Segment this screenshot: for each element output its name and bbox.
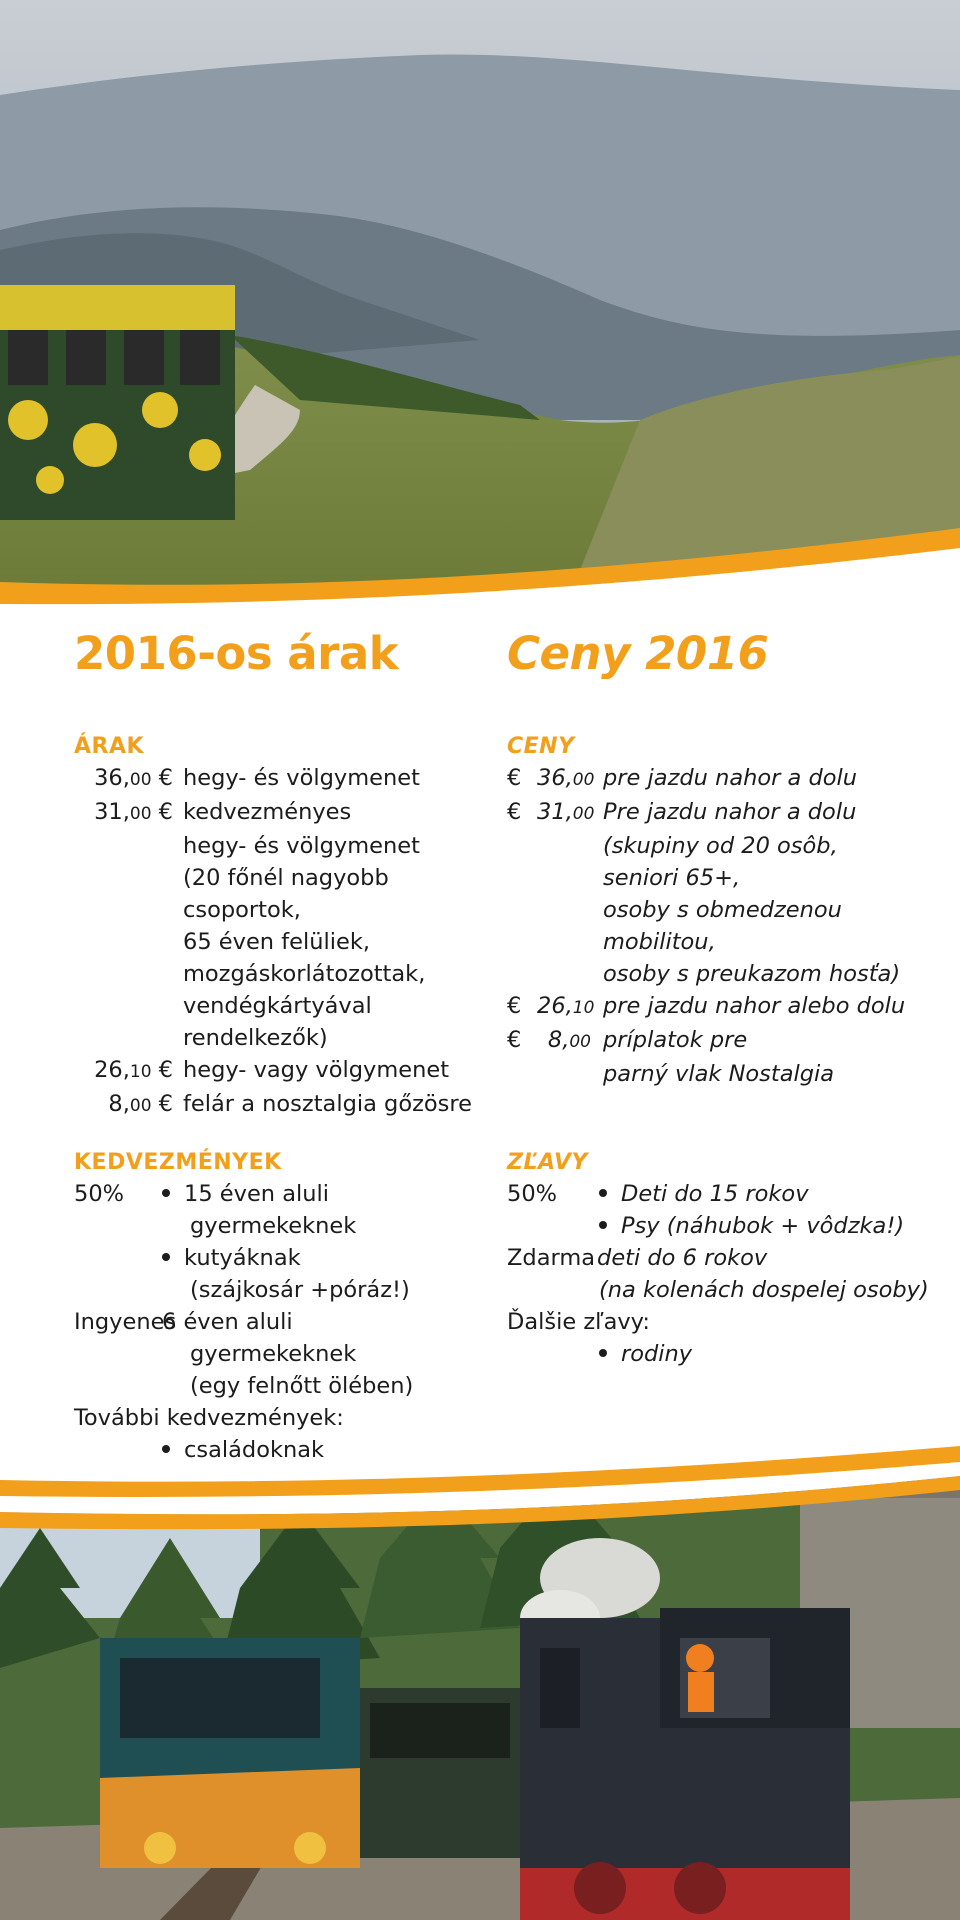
hu-discounts-heading: KEDVEZMÉNYEK: [74, 1150, 282, 1175]
hu-price-item-2: 31,00 € kedvezményes hegy- és völgymenet (20 főnél nagyobb csoportok, 65 éven felüliek, mozgáskorlátozottak, vendégkártyával rendelkezők): [94, 799, 426, 1051]
hu-discount-50: 50% 15 éven aluli gyermekeknek kutyáknak (szájkosár +póráz!): [74, 1181, 410, 1303]
bullet-icon: [599, 1221, 607, 1229]
sk-discounts-heading: ZĽAVY: [507, 1150, 588, 1175]
photo-trains-forest: [0, 1468, 960, 1920]
sk-title: Ceny 2016: [507, 627, 769, 680]
sk-discount-50: 50% Deti do 15 rokov Psy (náhubok + vôdzka!): [507, 1181, 905, 1239]
hu-price-item-4: 8,00 € felár a nosztalgia gőzösre: [108, 1091, 472, 1117]
bullet-icon: [162, 1189, 170, 1197]
hu-discount-free: Ingyenes 6 éven aluli gyermekeknek (egy felnőtt ölében): [74, 1309, 414, 1399]
hu-price-item-1: 36,00 € hegy- és völgymenet: [94, 765, 420, 791]
sk-price-item-2: € 31,00 Pre jazdu nahor a dolu (skupiny od 20 osôb, seniori 65+, osoby s obmedzenou mobilitou, osoby s preukazom hosťa): [507, 799, 901, 987]
sk-price-item-3: € 26,10 pre jazdu nahor alebo dolu: [507, 993, 906, 1019]
hu-price-item-3: 26,10 € hegy- vagy völgymenet: [94, 1057, 450, 1083]
sk-discount-free: Zdarma deti do 6 rokov (na kolenách dospelej osoby): [507, 1245, 929, 1303]
sk-price-item-1: € 36,00 pre jazdu nahor a dolu: [507, 765, 858, 791]
hu-more-discounts: További kedvezmények: családoknak: [74, 1405, 344, 1463]
sk-prices-heading: CENY: [507, 734, 575, 759]
hu-prices-heading: ÁRAK: [74, 734, 145, 759]
sk-price-item-4: € 8,00 príplatok pre parný vlak Nostalgia: [507, 1027, 835, 1087]
bullet-icon: [162, 1253, 170, 1261]
column-hungarian: [74, 622, 474, 1466]
sk-more-discounts: Ďalšie zľavy: rodiny: [507, 1309, 693, 1367]
photo-mountain-train: [0, 0, 960, 620]
orange-swoosh: [0, 1440, 960, 1500]
column-slovak: [507, 622, 947, 1370]
hu-title: 2016-os árak: [74, 627, 399, 680]
bullet-icon: [599, 1349, 607, 1357]
bullet-icon: [599, 1189, 607, 1197]
